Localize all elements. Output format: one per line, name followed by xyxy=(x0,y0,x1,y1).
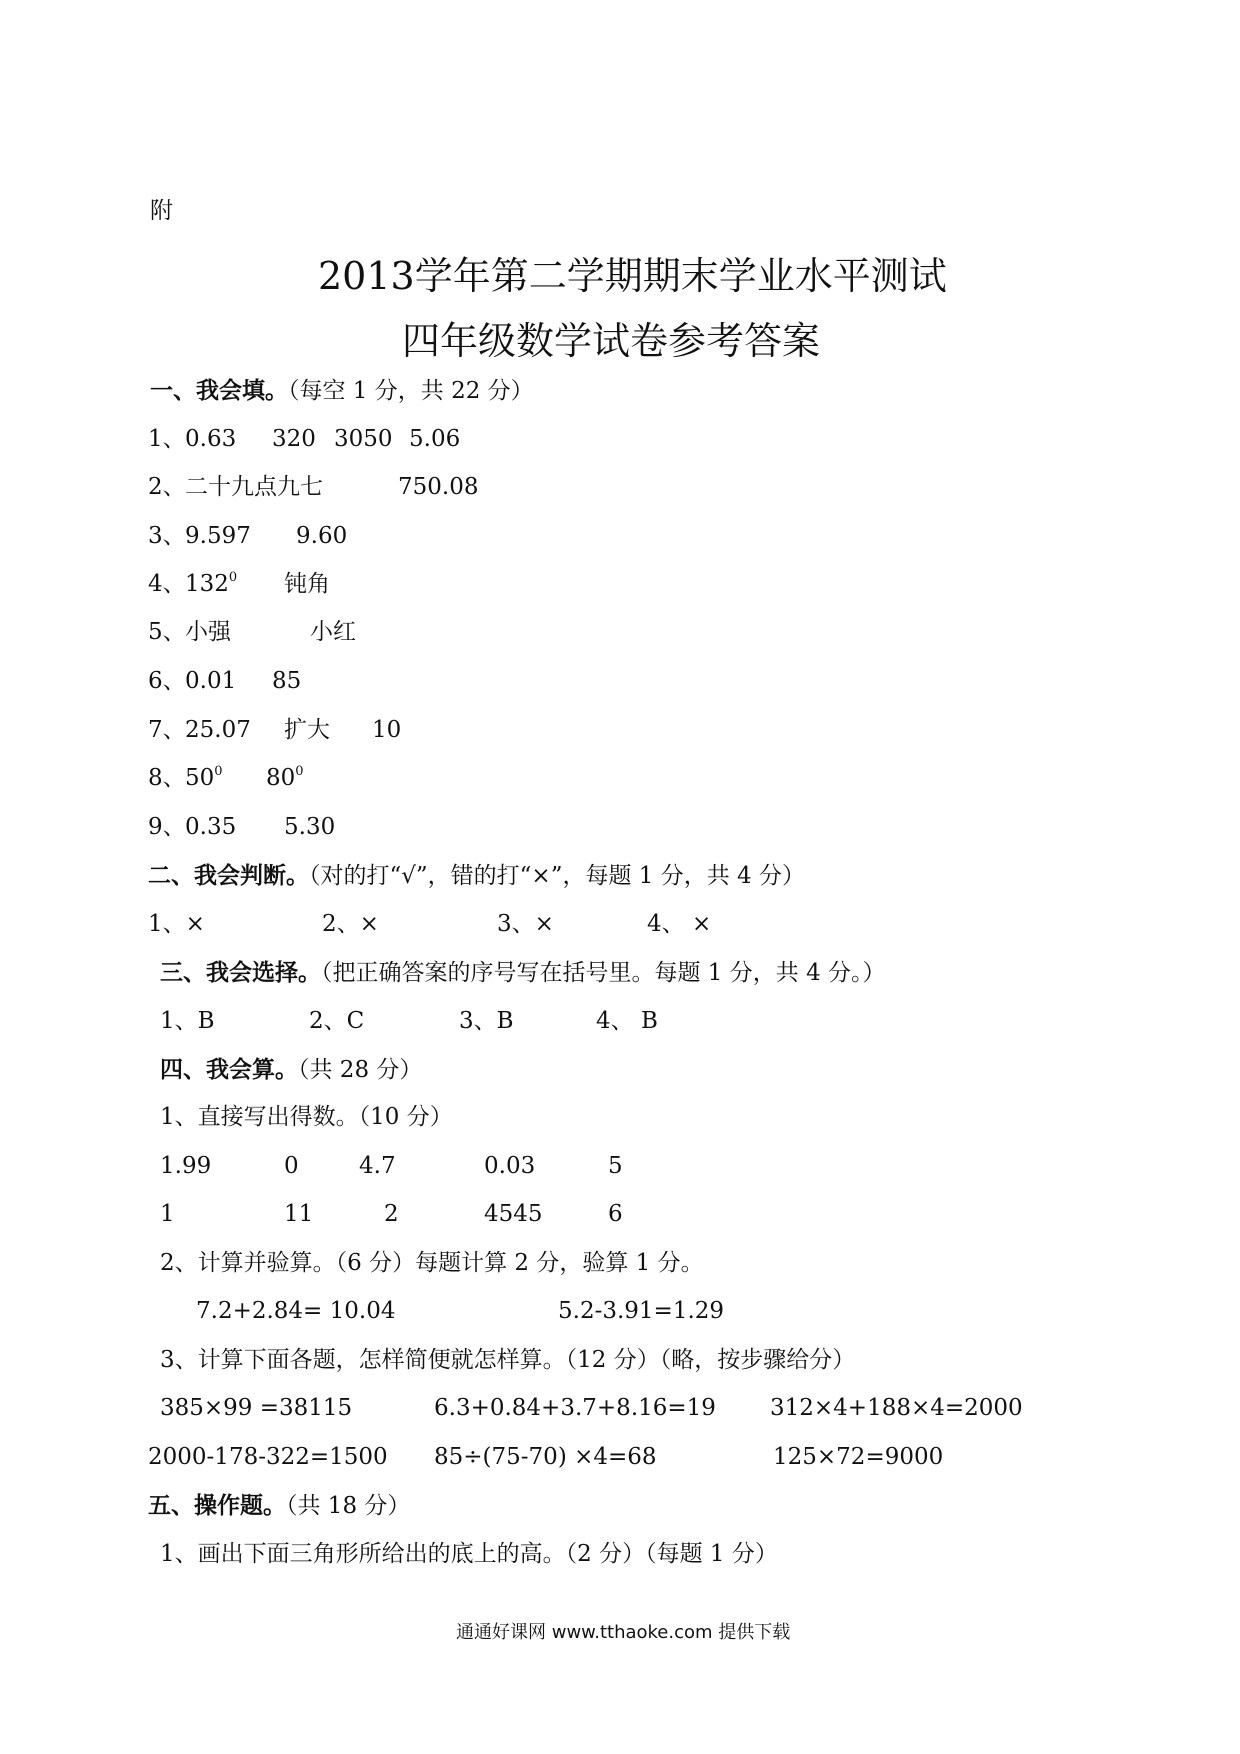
s4-p1-row-1-cell-2: 0 xyxy=(284,1153,299,1179)
s1-row-2-cell-2: 750.08 xyxy=(398,474,479,500)
s2-answer-1: 1、× xyxy=(148,911,205,937)
s1-row-6-cell-1: 0.01 xyxy=(185,668,237,694)
s3-answer-2: 2、C xyxy=(309,1008,365,1034)
s1-row-9-cell-2: 5.30 xyxy=(284,814,336,840)
s1-row-4-num: 4、 xyxy=(148,571,186,597)
s1-row-5-cell-2: 小红 xyxy=(310,619,356,645)
section-2-heading: 二、我会判断。 xyxy=(148,862,309,889)
s1-row-8-cell-2 xyxy=(266,764,304,791)
s4-p1-row-2-cell-5: 6 xyxy=(608,1201,623,1227)
s4-p1-row-1-cell-3: 4.7 xyxy=(359,1153,396,1179)
s4-p1-row-1-cell-5: 5 xyxy=(608,1153,623,1179)
s1-row-1-cell-2: 320 xyxy=(272,426,316,452)
s1-row-7-cell-1: 25.07 xyxy=(185,717,251,743)
s1-row-9-cell-1: 0.35 xyxy=(185,814,237,840)
s4-p2-item-2: 5.2-3.91=1.29 xyxy=(558,1298,725,1324)
s1-row-7-cell-2: 扩大 xyxy=(284,717,330,743)
s1-row-1-cell-4: 5.06 xyxy=(409,426,461,452)
s1-row-4-cell-1 xyxy=(185,570,238,597)
s1-row-8-cell-1 xyxy=(185,764,223,791)
s4-p1-row-2-cell-3: 2 xyxy=(384,1201,399,1227)
s4-part-1-label: 1、直接写出得数。（10 分） xyxy=(160,1104,453,1130)
s4-p1-row-1-cell-1: 1.99 xyxy=(160,1153,212,1179)
s1-row-8-num: 8、 xyxy=(148,765,186,791)
s4-p2-item-1: 7.2+2.84= 10.04 xyxy=(196,1298,396,1324)
s2-answer-4: 4、 × xyxy=(647,911,712,937)
s1-row-8-value-1: 50 xyxy=(185,765,215,791)
degree-mark: 0 xyxy=(228,570,238,585)
s3-answer-3: 3、B xyxy=(459,1008,514,1034)
s1-row-6-cell-2: 85 xyxy=(272,668,302,694)
s4-p1-row-1-cell-4: 0.03 xyxy=(484,1153,536,1179)
s4-part-3-label: 3、计算下面各题，怎样简便就怎样算。（12 分）（略，按步骤给分） xyxy=(160,1347,856,1373)
s2-answer-3: 3、× xyxy=(497,911,554,937)
s1-row-5-cell-1: 小强 xyxy=(185,619,231,645)
page-subtitle: 四年级数学试卷参考答案 xyxy=(402,319,821,363)
s1-row-9-num: 9、 xyxy=(148,814,186,840)
degree-mark: 0 xyxy=(214,764,223,779)
s1-row-6-num: 6、 xyxy=(148,668,186,694)
s1-row-4-value: 132 xyxy=(185,571,229,597)
section-5-header xyxy=(148,1494,410,1518)
s1-row-3-cell-1: 9.597 xyxy=(185,523,251,549)
s4-p1-row-2-cell-4: 4545 xyxy=(484,1201,543,1227)
appendix-label: 附 xyxy=(150,198,173,224)
s1-row-7-cell-3: 10 xyxy=(372,717,402,743)
s4-p3-row-2-cell-2: 85÷(75-70) ×4=68 xyxy=(434,1444,657,1470)
section-1-heading: 一、我会填。 xyxy=(150,377,288,404)
s4-p3-row-2-cell-1: 2000-178-322=1500 xyxy=(148,1444,388,1470)
section-3-note: （把正确答案的序号写在括号里。每题 1 分，共 4 分。） xyxy=(321,960,886,986)
s3-answer-1: 1、B xyxy=(160,1008,215,1034)
s1-row-1-cell-3: 3050 xyxy=(334,426,393,452)
s1-row-1-cell-1: 0.63 xyxy=(185,426,237,452)
section-2-header xyxy=(148,864,805,888)
s1-row-3-cell-2: 9.60 xyxy=(296,523,348,549)
s4-p3-row-1-cell-1: 385×99 =38115 xyxy=(160,1395,353,1421)
s1-row-4-cell-2: 钝角 xyxy=(284,571,330,597)
section-5-heading: 五、操作题。 xyxy=(148,1492,286,1519)
degree-mark: 0 xyxy=(295,764,304,779)
section-4-note: （共 28 分） xyxy=(298,1057,423,1083)
s1-row-2-num: 2、 xyxy=(148,474,186,500)
section-4-heading: 四、我会算。 xyxy=(160,1056,298,1083)
s1-row-8-value-2: 80 xyxy=(266,765,296,791)
s4-p3-row-1-cell-2: 6.3+0.84+3.7+8.16=19 xyxy=(434,1395,716,1421)
page-title: 2013学年第二学期期末学业水平测试 xyxy=(318,254,947,298)
section-1-note: （每空 1 分，共 22 分） xyxy=(288,378,534,404)
s1-row-3-num: 3、 xyxy=(148,523,186,549)
s5-part-1-label: 1、画出下面三角形所给出的底上的高。（2 分）（每题 1 分） xyxy=(160,1541,778,1567)
section-2-note: （对的打“√”，错的打“×”，每题 1 分，共 4 分） xyxy=(309,863,805,889)
s1-row-7-num: 7、 xyxy=(148,717,186,743)
s4-p1-row-2-cell-1: 1 xyxy=(160,1201,175,1227)
section-3-header xyxy=(160,961,886,985)
s1-row-1-num: 1、 xyxy=(148,426,186,452)
section-5-note: （共 18 分） xyxy=(286,1493,411,1519)
s1-row-2-cell-1: 二十九点九七 xyxy=(185,474,323,500)
s2-answer-2: 2、× xyxy=(322,911,379,937)
section-3-heading: 三、我会选择。 xyxy=(160,959,321,986)
footer-note: 通通好课网 www.tthaoke.com 提供下载 xyxy=(456,1622,791,1643)
s4-p3-row-2-cell-3: 125×72=9000 xyxy=(773,1444,944,1470)
s4-p3-row-1-cell-3: 312×4+188×4=2000 xyxy=(770,1395,1023,1421)
s3-answer-4: 4、 B xyxy=(596,1008,658,1034)
s4-p1-row-2-cell-2: 11 xyxy=(284,1201,314,1227)
section-1-header xyxy=(150,379,534,403)
s1-row-5-num: 5、 xyxy=(148,619,186,645)
section-4-header xyxy=(160,1058,422,1082)
s4-part-2-label: 2、计算并验算。（6 分）每题计算 2 分，验算 1 分。 xyxy=(160,1250,704,1276)
